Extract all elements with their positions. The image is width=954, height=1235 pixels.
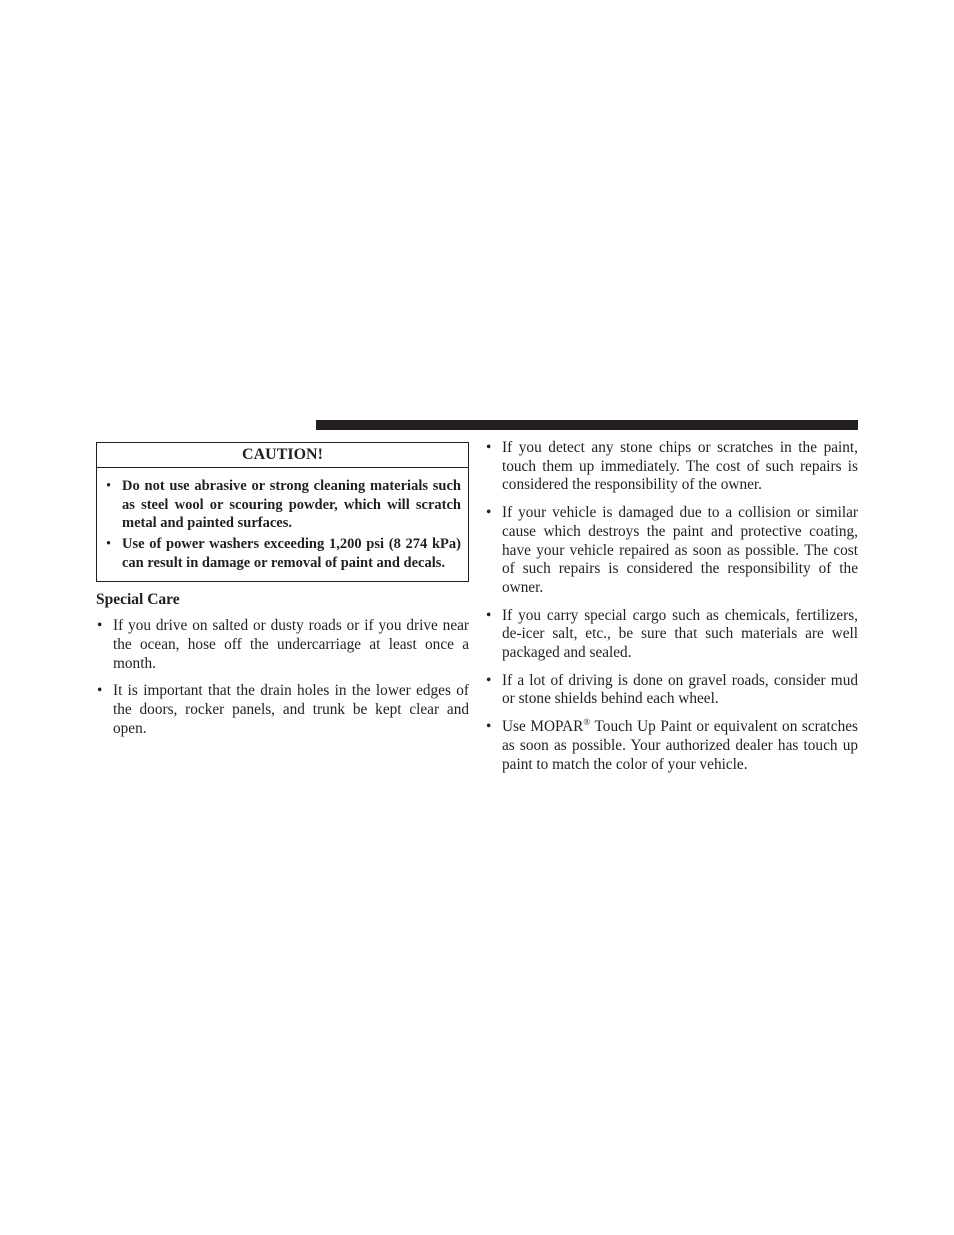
caution-list <box>97 468 468 581</box>
section-header-bar <box>316 420 858 430</box>
special-care-heading: Special Care <box>96 591 180 609</box>
list-item: • If you detect any stone chips or scratches in the paint, touch them up immediately. The cost of such repairs is considered the responsibility of the owner. <box>485 439 858 495</box>
caution-item: • Use of power washers exceeding 1,200 psi (8 274 kPa) can result in damage or removal of paint and decals. <box>106 535 461 572</box>
list-item: • If you carry special cargo such as chemicals, fertilizers, de-icer salt, etc., be sure that such materials are well packaged and sealed. <box>485 607 858 663</box>
mopar-suffix: Touch Up Paint or equivalent on scratches as soon as possible. Your authorized dealer has touch up paint to match the color of your vehicle. <box>502 718 858 773</box>
list-item: • If a lot of driving is done on gravel roads, consider mud or stone shields behind each wheel. <box>485 672 858 709</box>
special-care-list-left <box>96 617 469 738</box>
list-item-mopar <box>485 718 858 774</box>
list-item: • It is important that the drain holes in the lower edges of the doors, rocker panels, and trunk be kept clear and open. <box>96 682 469 738</box>
caution-item: • Do not use abrasive or strong cleaning materials such as steel wool or scouring powder, which will scratch metal and painted surfaces. <box>106 477 461 533</box>
list-item: • If your vehicle is damaged due to a collision or similar cause which destroys the paint and protective coating, have your vehicle repaired as soon as possible. The cost of such repairs is considered the responsibility of the owner. <box>485 504 858 598</box>
special-care-list-right <box>485 439 858 774</box>
left-column <box>96 442 469 747</box>
right-column <box>485 439 858 783</box>
mopar-prefix: Use MOPAR <box>502 718 584 736</box>
caution-title: CAUTION! <box>97 443 468 468</box>
registered-mark: ® <box>583 717 591 728</box>
list-item: • If you drive on salted or dusty roads or if you drive near the ocean, hose off the undercarriage at least once a month. <box>96 617 469 673</box>
caution-box <box>96 442 469 582</box>
